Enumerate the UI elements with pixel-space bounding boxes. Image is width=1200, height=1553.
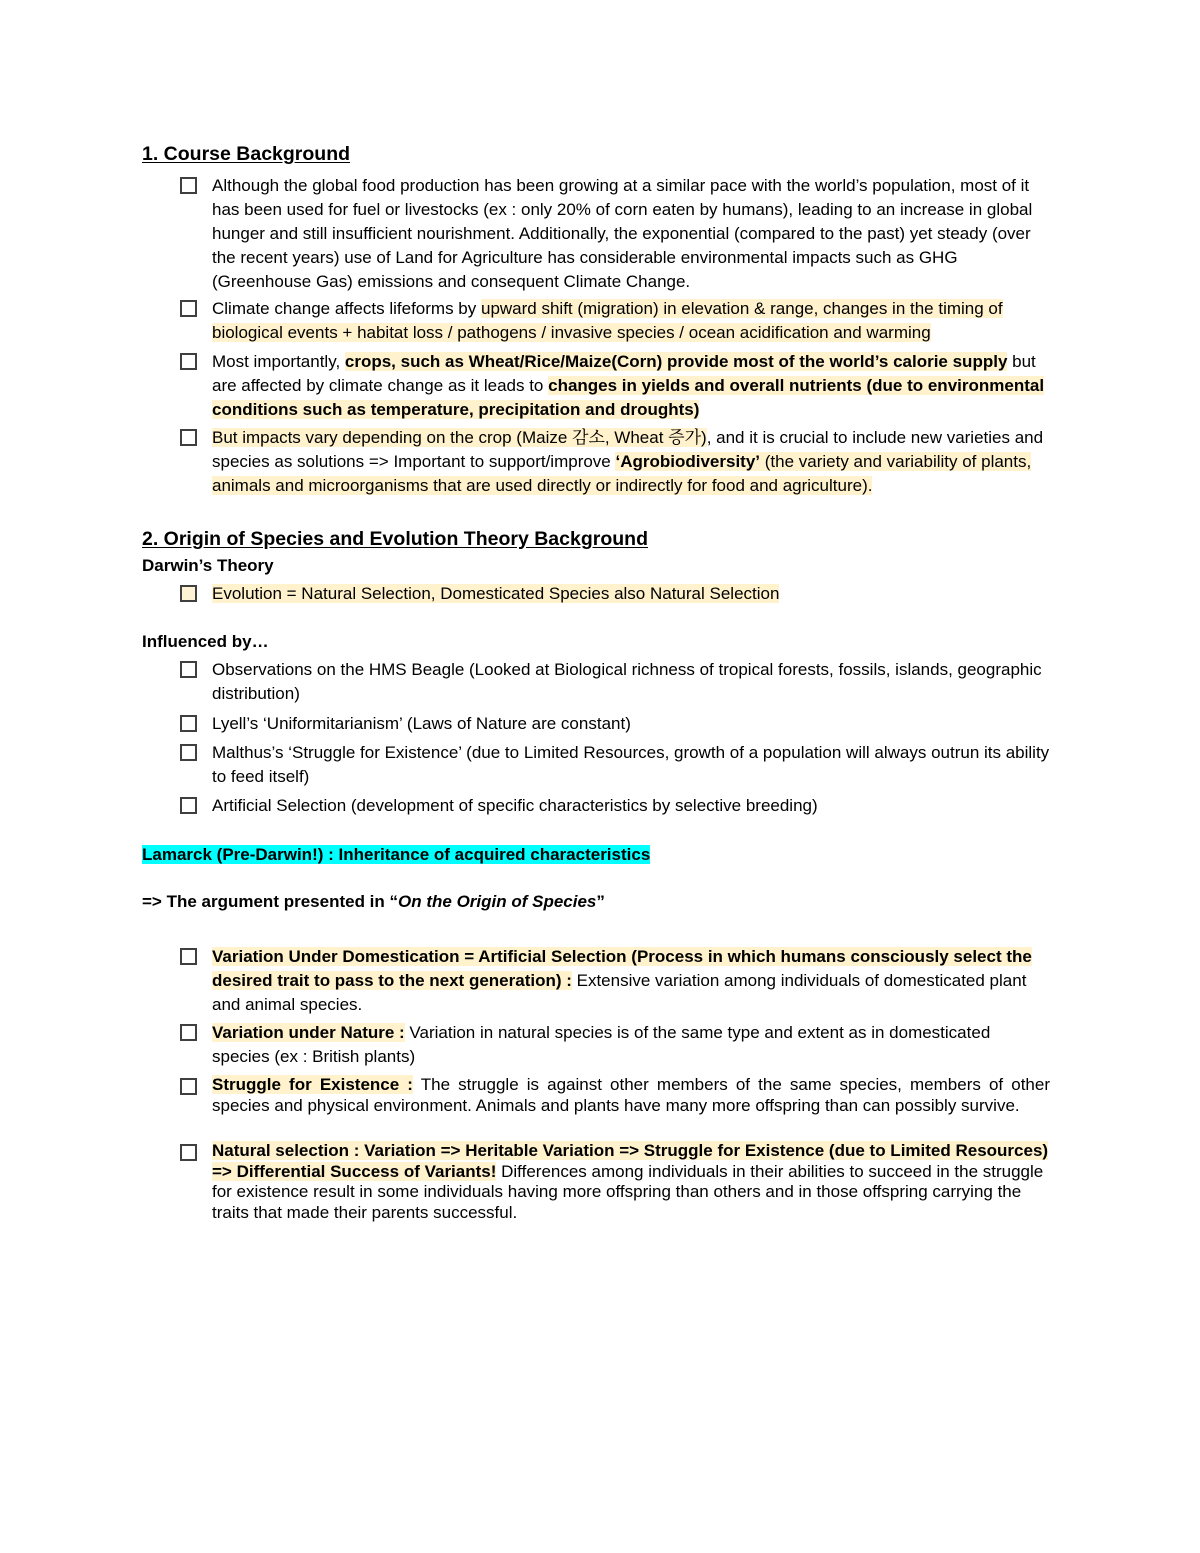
item-text-plain: The struggle is against other members of the same species, members of other species and physical environment. Animals and plants have many more offspring than can possibly survive.	[212, 1075, 1050, 1115]
lamarck-line	[142, 845, 650, 865]
item-text: Artificial Selection (development of specific characteristics by selective breeding)	[212, 796, 818, 815]
item-text-plain: Differences among individuals in their abilities to succeed in the struggle for existence result in some individuals having more offspring than others and in those offspring carrying the traits that made their parents successful.	[212, 1161, 1044, 1222]
item-text-highlight: (the variety and variability of plants, animals and microorganisms that are used directly or indirectly for food and agriculture).	[212, 452, 1032, 495]
checkbox-icon[interactable]	[180, 1024, 197, 1041]
item-text	[212, 1021, 1050, 1069]
item-text-plain: Extensive variation among individuals of domesticated plant and animal species.	[212, 971, 1027, 1014]
checklist-item	[180, 350, 1050, 422]
checklist-item	[180, 712, 1050, 736]
checklist-item	[180, 297, 1050, 345]
checklist-item	[180, 1075, 1050, 1116]
checkbox-icon[interactable]	[180, 585, 197, 602]
item-text-bold-highlight: Natural selection : Variation => Heritable Variation => Struggle for Existence (due to Limited Resources) => Differential Success of Variants!	[212, 1141, 1049, 1181]
item-text-bold-highlight: crops, such as Wheat/Rice/Maize(Corn) provide most of the world’s calorie supply	[344, 352, 1008, 371]
darwin-label: Darwin’s Theory	[142, 556, 274, 575]
item-text-bold-highlight: Variation under Nature :	[212, 1023, 405, 1042]
checklist-item	[180, 426, 1050, 498]
checkbox-icon[interactable]	[180, 1144, 197, 1161]
item-text-bold-highlight: ‘Agrobiodiversity’	[615, 452, 761, 471]
item-text	[212, 945, 1050, 1017]
item-text	[212, 582, 1050, 606]
argument-pre: => The argument presented in “	[142, 892, 399, 911]
item-text-bold-highlight: Struggle for Existence :	[212, 1075, 413, 1094]
checklist-item	[180, 741, 1050, 789]
item-text	[212, 350, 1050, 422]
item-text-plain: Variation in natural species is of the same type and extent as in domesticated species (ex : British plants)	[212, 1023, 991, 1066]
item-text-plain: Most importantly,	[212, 352, 345, 371]
checklist-item	[180, 794, 1050, 818]
influenced-label: Influenced by…	[142, 632, 269, 651]
item-text	[212, 297, 1050, 345]
item-text-bold-highlight: Variation Under Domestication = Artificial Selection (Process in which humans consciously select the desired trait to pass to the next generation) :	[212, 947, 1032, 990]
item-text-plain: , and it is crucial to include new varieties and species as solutions => Important to support/improve	[212, 428, 1044, 471]
item-text: Lyell’s ‘Uniformitarianism’ (Laws of Nature are constant)	[212, 714, 631, 733]
checkbox-icon[interactable]	[180, 300, 197, 317]
checklist-item	[180, 658, 1050, 706]
checkbox-icon[interactable]	[180, 429, 197, 446]
item-text: Although the global food production has been growing at a similar pace with the world’s population, most of it has been used for fuel or livestocks (ex : only 20% of corn eaten by humans), leading to an increase in global hunger and still insufficient nourishment. Additionally, the exponential (compared to the past) yet steady (over the recent years) use of Land for Agriculture has considerable environmental impacts such as GHG (Greenhouse Gas) emissions and consequent Climate Change.	[212, 176, 1033, 291]
argument-line	[142, 892, 605, 912]
checkbox-icon[interactable]	[180, 1078, 197, 1095]
checkbox-icon[interactable]	[180, 797, 197, 814]
checklist-item	[180, 1141, 1050, 1223]
checklist-item	[180, 1021, 1050, 1069]
section2-heading: 2. Origin of Species and Evolution Theory Background	[142, 528, 648, 550]
item-text	[212, 1141, 1050, 1223]
item-text	[212, 426, 1050, 498]
item-text-highlight: Evolution = Natural Selection, Domesticated Species also Natural Selection	[212, 584, 780, 603]
checkbox-icon[interactable]	[180, 177, 197, 194]
lamarck-highlight: Lamarck (Pre-Darwin!) : Inheritance of acquired characteristics	[142, 845, 651, 864]
section1-heading: 1. Course Background	[142, 143, 351, 165]
item-text-bold-highlight: changes in yields and overall nutrients (due to environmental conditions such as temperature, precipitation and droughts)	[212, 376, 1045, 419]
item-text: Observations on the HMS Beagle (Looked at Biological richness of tropical forests, fossils, islands, geographic distribution)	[212, 660, 1042, 703]
checklist-item	[180, 582, 1050, 606]
checkbox-icon[interactable]	[180, 661, 197, 678]
checklist-item	[180, 945, 1050, 1017]
checkbox-icon[interactable]	[180, 715, 197, 732]
item-text: Malthus’s ‘Struggle for Existence’ (due to Limited Resources, growth of a population will always outrun its ability to feed itself)	[212, 743, 1050, 786]
item-text	[212, 1075, 1050, 1116]
argument-title: On the Origin of Species	[398, 892, 597, 911]
item-text-highlight: upward shift (migration) in elevation & range, changes in the timing of biological events + habitat loss / pathogens / invasive species / ocean acidification and warming	[212, 299, 1003, 342]
item-text-highlight: But impacts vary depending on the crop (Maize 감소, Wheat 증가)	[212, 428, 707, 447]
item-text-plain: Climate change affects lifeforms by	[212, 299, 481, 318]
checklist-item	[180, 174, 1050, 294]
argument-post: ”	[596, 892, 605, 911]
checkbox-icon[interactable]	[180, 948, 197, 965]
item-text-plain: but are affected by climate change as it leads to	[212, 352, 1036, 395]
checkbox-icon[interactable]	[180, 353, 197, 370]
checkbox-icon[interactable]	[180, 744, 197, 761]
